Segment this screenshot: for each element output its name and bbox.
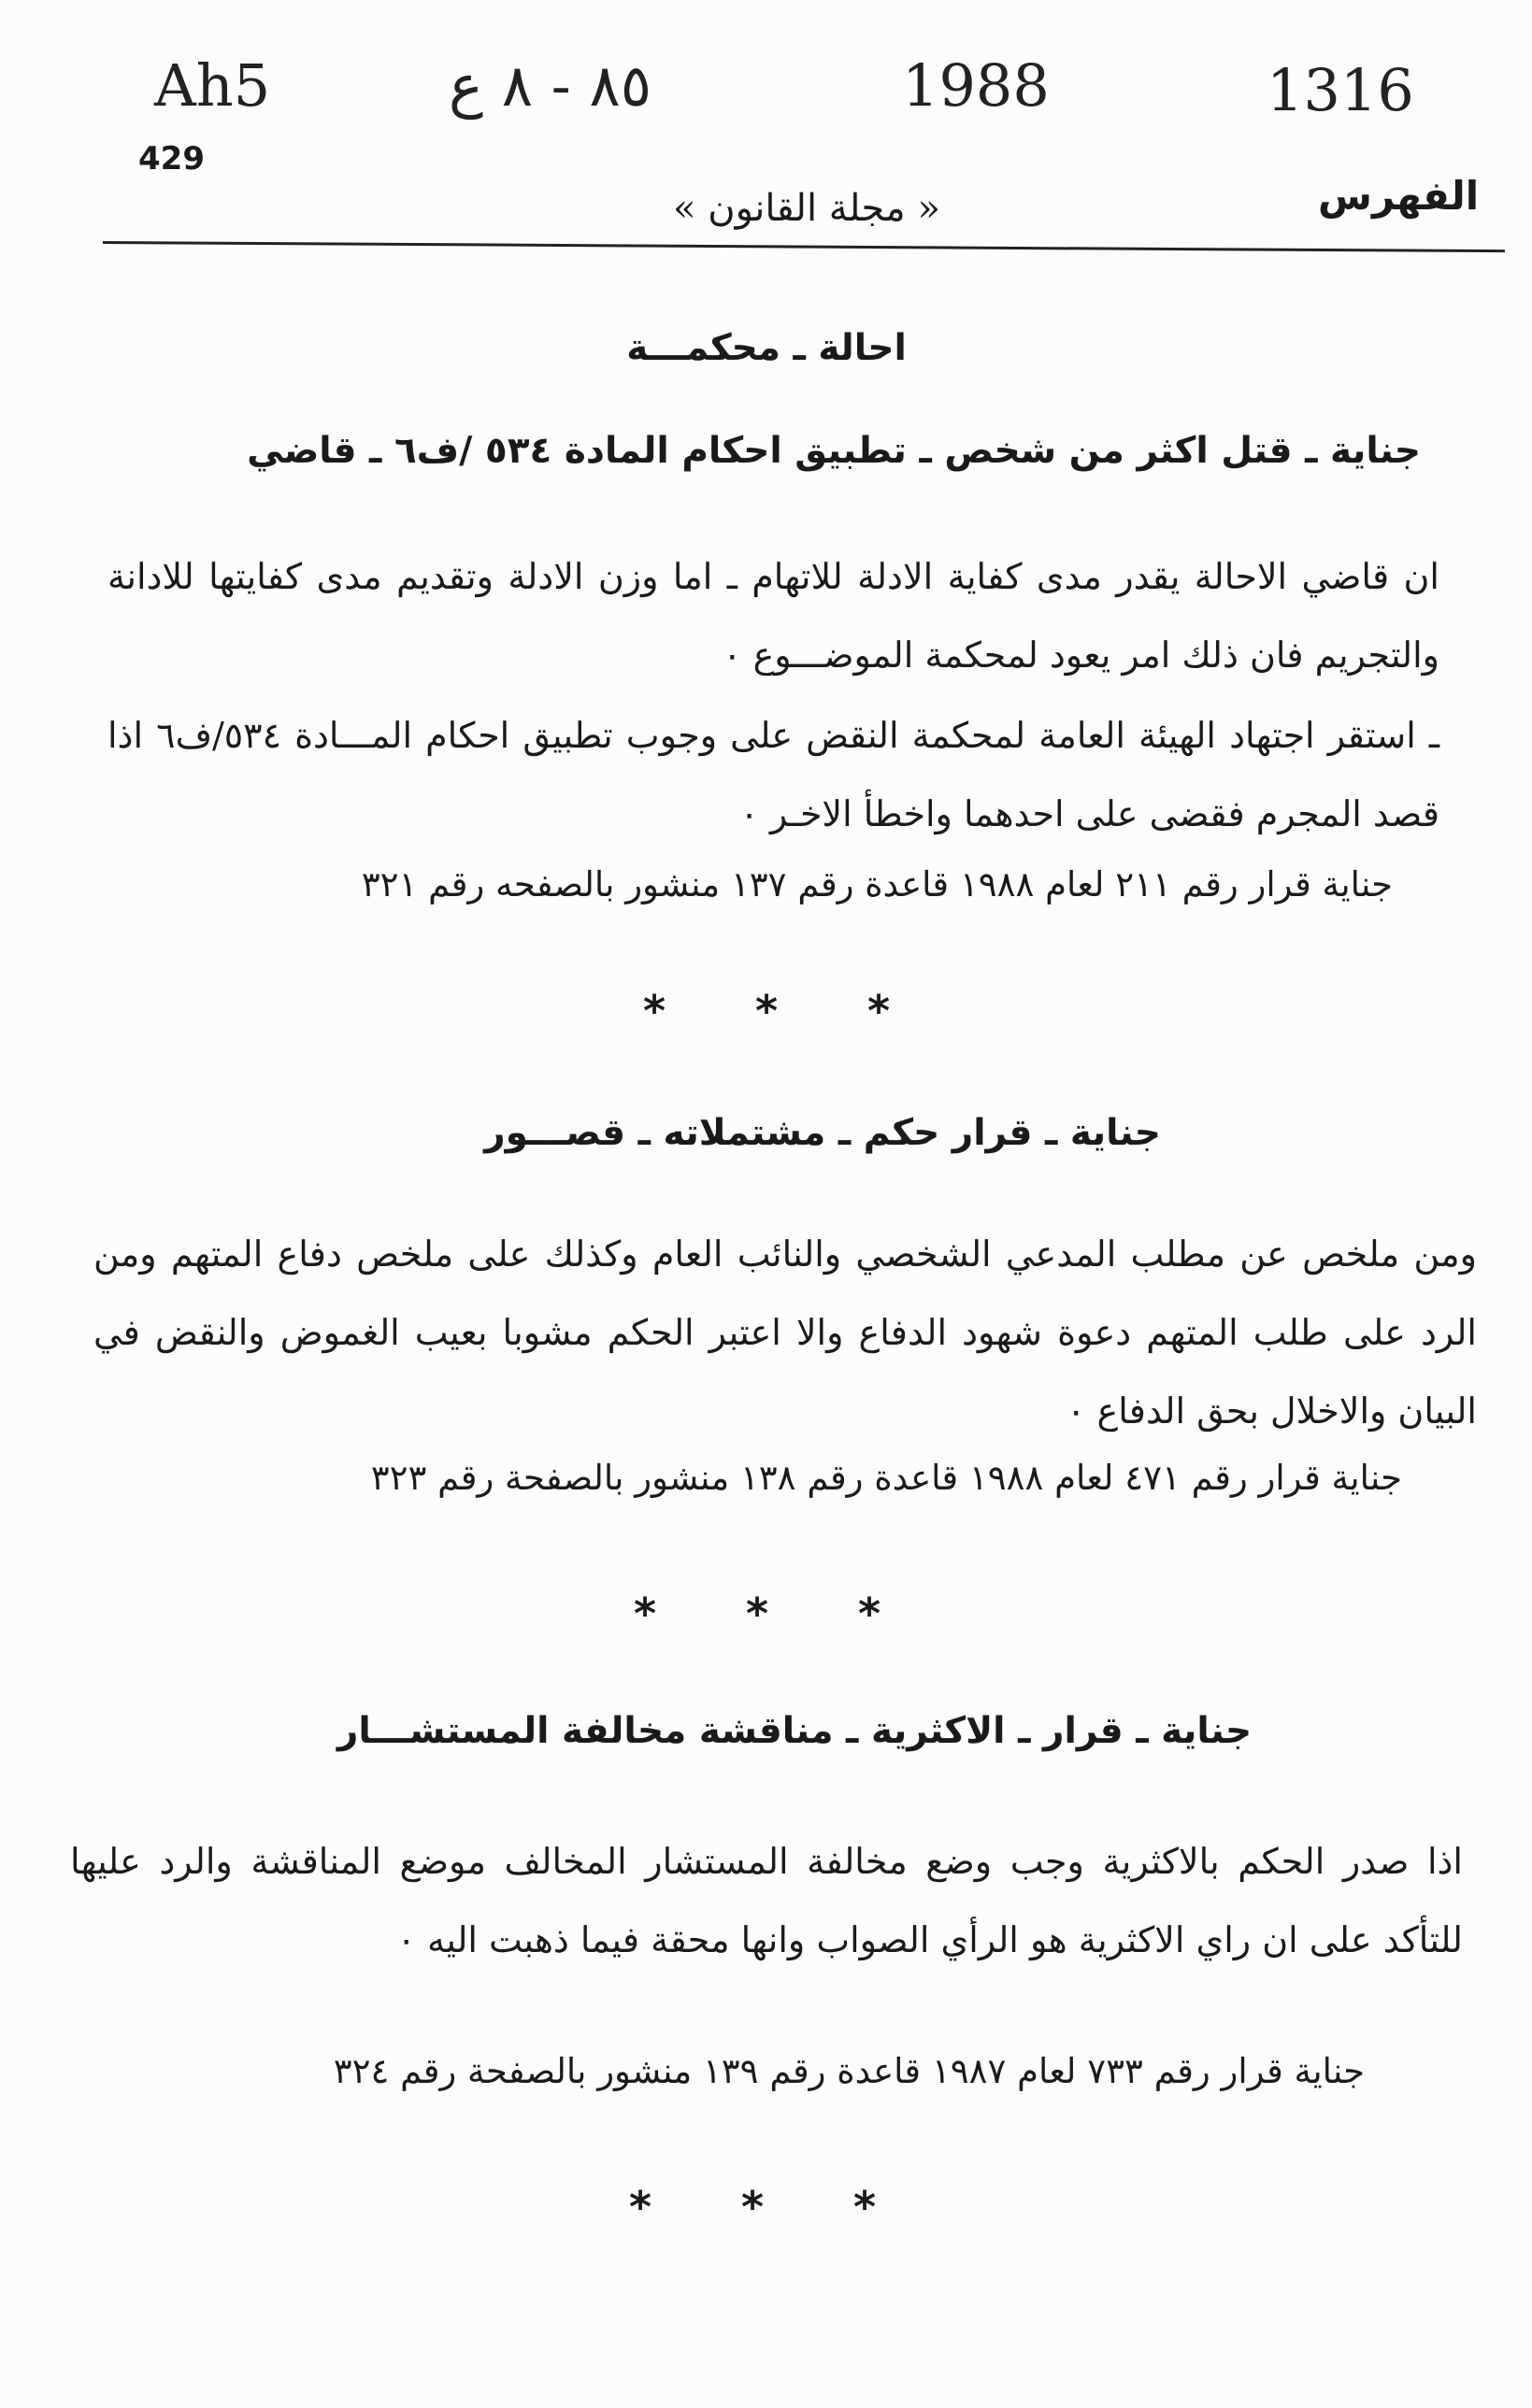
handwritten-year: 1988 <box>902 51 1050 120</box>
separator-2: * * * <box>633 1589 881 1639</box>
entry-1-heading: جناية ـ قتل اكثر من شخص ـ تطبيق احكام المادة ٥٣٤ /ف٦ ـ قاضي <box>247 430 1421 472</box>
entry-3-paragraph-1: اذا صدر الحكم بالاكثرية وجب وضع مخالفة المستشار المخالف موضع المناقشة والرد عليها للتأكد على ان راي الاكثرية هو الرأي الصواب وانها محقة فيما ذهبت اليه ٠ <box>70 1841 1463 1960</box>
entry-2-heading: جناية ـ قرار حكم ـ مشتملاته ـ قصـــور <box>484 1112 1161 1154</box>
header-rule <box>103 241 1505 252</box>
section-title: احالة ـ محكمـــة <box>626 327 907 369</box>
entry-1-paragraph-1: ان قاضي الاحالة يقدر مدى كفاية الادلة للاتهام ـ اما وزن الادلة وتقديم مدى كفايتها للادانة والتجريم فان ذلك امر يعود لمحكمة الموضـــوع ٠ <box>107 556 1439 676</box>
journal-title: « مجلة القانون » <box>673 187 940 230</box>
entry-3-citation: جناية قرار رقم ٧٣٣ لعام ١٩٨٧ قاعدة رقم ١٣٩ منشور بالصفحة رقم ٣٢٤ <box>333 2051 1365 2091</box>
handwritten-number: 1316 <box>1267 56 1414 124</box>
page-number: 429 <box>138 140 205 178</box>
entry-2-citation: جناية قرار رقم ٤٧١ لعام ١٩٨٨ قاعدة رقم ١٣٨ منشور بالصفحة رقم ٣٢٣ <box>370 1458 1402 1498</box>
entry-3-heading: جناية ـ قرار ـ الاكثرية ـ مناقشة مخالفة المستشـــار <box>336 1710 1253 1752</box>
separator-3: * * * <box>628 2182 877 2232</box>
entry-1-paragraph-2: ـ استقر اجتهاد الهيئة العامة لمحكمة النقض على وجوب تطبيق احكام المـــادة ٥٣٤/ف٦ اذا قصد المجرم فقضى على احدهما واخطأ الاخـر ٠ <box>107 715 1439 834</box>
handwritten-code: Ah5 <box>154 51 271 120</box>
separator-1: * * * <box>642 986 891 1036</box>
entry-2-paragraph-1: ومن ملخص عن مطلب المدعي الشخصي والنائب العام وكذلك على ملخص دفاع المتهم ومن الرد على طلب المتهم دعوة شهود الدفاع والا اعتبر الحكم مشوبا بعيب الغموض والنقض في البيان والاخلال بحق الدفاع ٠ <box>93 1233 1477 1432</box>
entry-1-citation: جناية قرار رقم ٢١١ لعام ١٩٨٨ قاعدة رقم ١٣٧ منشور بالصفحه رقم ٣٢١ <box>361 864 1393 905</box>
section-label: الفهرس <box>1318 173 1480 219</box>
handwritten-issue: ٨٥ - ٨ ع <box>449 51 651 120</box>
